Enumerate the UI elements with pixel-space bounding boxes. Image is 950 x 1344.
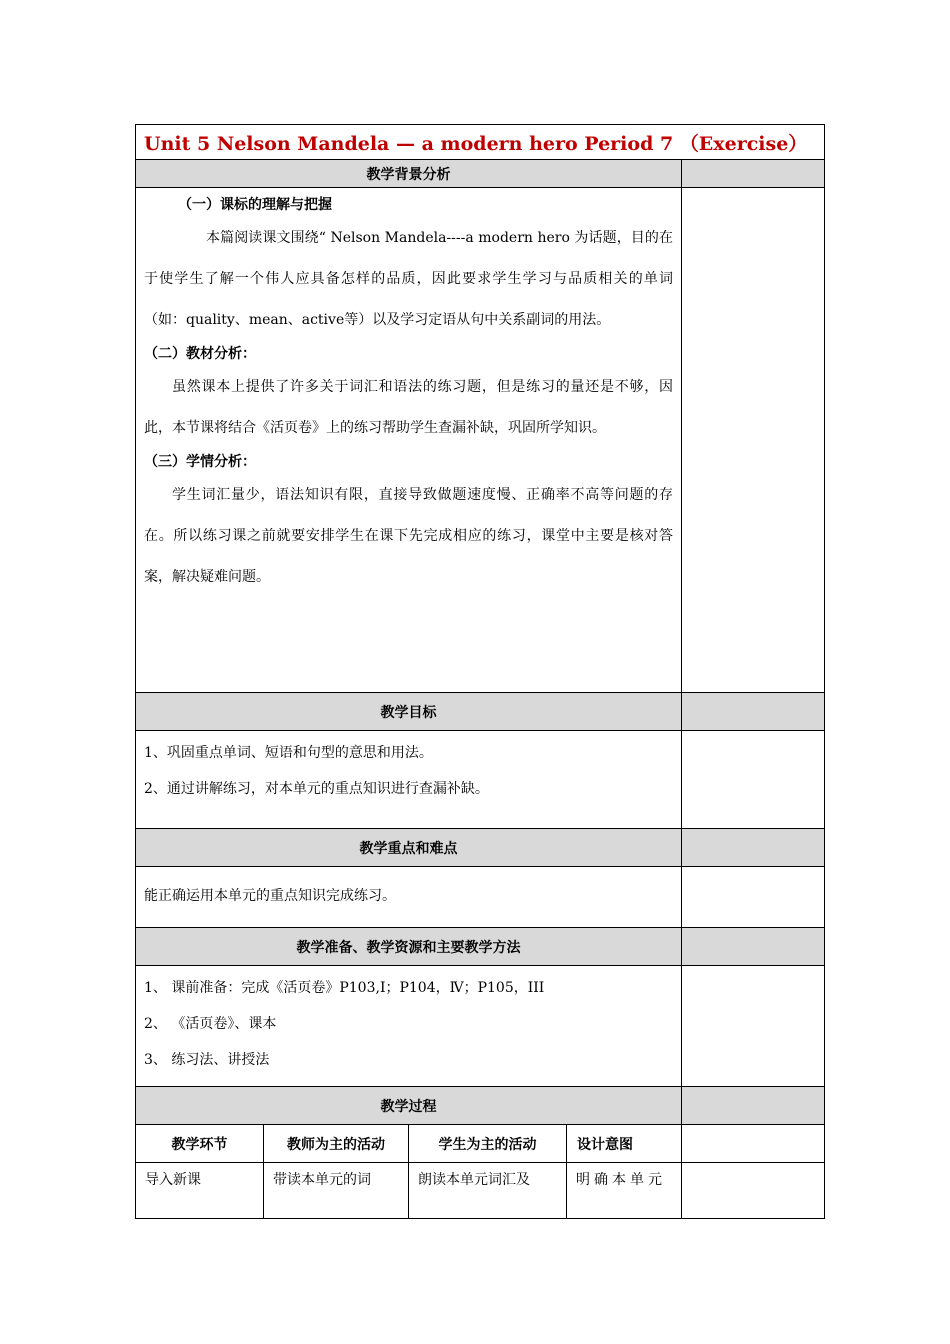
section-heading-process: 教学过程 xyxy=(136,1087,682,1125)
subheading-curriculum: （一）课标的理解与把握 xyxy=(178,197,332,213)
process-cell-student: 朗读本单元词汇及 xyxy=(409,1163,567,1219)
process-cell-teacher: 带读本单元的词 xyxy=(264,1163,409,1219)
process-cell-intent: 明确本单元 xyxy=(567,1163,682,1219)
preparation-item: 3、 练习法、讲授法 xyxy=(144,1052,270,1068)
subheading-material: （二）教材分析： xyxy=(144,346,256,362)
key-points-text: 能正确运用本单元的重点知识完成练习。 xyxy=(144,888,396,904)
background-analysis-content xyxy=(136,188,682,693)
preparation-content xyxy=(136,966,682,1087)
side-column-cell xyxy=(682,160,825,188)
side-column-cell xyxy=(682,928,825,966)
goal-item: 2、通过讲解练习，对本单元的重点知识进行查漏补缺。 xyxy=(144,781,489,797)
goals-content xyxy=(136,731,682,829)
paragraph-curriculum: 本篇阅读课文围绕“ Nelson Mandela----a modern hero 为话题，目的在于使学生了解一个伟人应具备怎样的品质，因此要求学生学习与品质相关的单词（如：quality、mean、active等）以及学习定语从句中关系副词的用法。 xyxy=(144,230,673,328)
side-column-cell xyxy=(682,1087,825,1125)
subheading-students: （三）学情分析： xyxy=(144,454,256,470)
process-cell-stage: 导入新课 xyxy=(136,1163,264,1219)
column-header-student-activity: 学生为主的活动 xyxy=(409,1125,567,1163)
key-points-content xyxy=(136,867,682,928)
side-column-cell xyxy=(682,966,825,1087)
goal-item: 1、巩固重点单词、短语和句型的意思和用法。 xyxy=(144,745,433,761)
document-title: Unit 5 Nelson Mandela — a modern hero Period 7 （Exercise） xyxy=(136,125,825,160)
column-header-stage: 教学环节 xyxy=(136,1125,264,1163)
lesson-plan-table xyxy=(135,124,825,1219)
preparation-item: 2、 《活页卷》、课本 xyxy=(144,1016,277,1032)
paragraph-material: 虽然课本上提供了许多关于词汇和语法的练习题，但是练习的量还是不够，因此，本节课将结合《活页卷》上的练习帮助学生查漏补缺，巩固所学知识。 xyxy=(144,379,673,436)
column-header-design-intent: 设计意图 xyxy=(567,1125,682,1163)
side-column-cell xyxy=(682,867,825,928)
side-column-cell xyxy=(682,188,825,693)
section-heading-goals: 教学目标 xyxy=(136,693,682,731)
column-header-teacher-activity: 教师为主的活动 xyxy=(264,1125,409,1163)
section-heading-key-points: 教学重点和难点 xyxy=(136,829,682,867)
side-column-cell xyxy=(682,1163,825,1219)
section-heading-preparation: 教学准备、教学资源和主要教学方法 xyxy=(136,928,682,966)
side-column-cell xyxy=(682,731,825,829)
side-column-cell xyxy=(682,1125,825,1163)
section-heading-background: 教学背景分析 xyxy=(136,160,682,188)
side-column-cell xyxy=(682,693,825,731)
side-column-cell xyxy=(682,829,825,867)
paragraph-students: 学生词汇量少，语法知识有限，直接导致做题速度慢、正确率不高等问题的存在。所以练习课之前就要安排学生在课下先完成相应的练习，课堂中主要是核对答案，解决疑难问题。 xyxy=(144,487,673,585)
preparation-item: 1、 课前准备：完成《活页卷》P103,Ⅰ；P104，Ⅳ；P105，III xyxy=(144,980,545,996)
